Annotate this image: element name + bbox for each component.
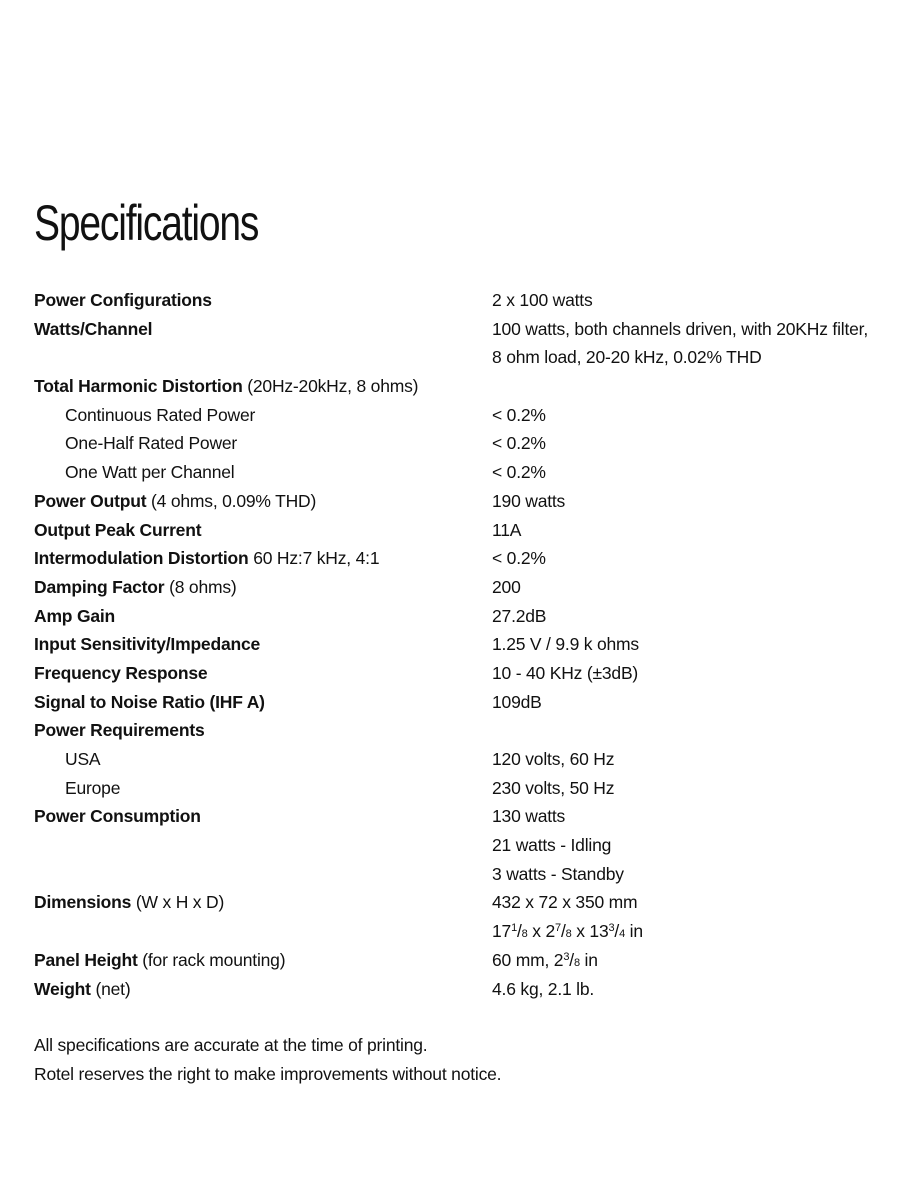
spec-label: Power Configurations (34, 290, 212, 310)
spec-row (34, 745, 894, 774)
footer-notice (34, 1031, 501, 1089)
spec-label: Power Consumption (34, 806, 201, 827)
spec-value: 109dB (492, 691, 542, 712)
spec-row (34, 630, 894, 659)
spec-value: 27.2dB (492, 605, 547, 626)
spec-row (34, 516, 894, 545)
spec-label: Weight (net) (34, 978, 131, 999)
spec-label: Intermodulation Distortion 60 Hz:7 kHz, 4:1 (34, 548, 380, 569)
spec-label: Amp Gain (34, 605, 116, 626)
spec-label: Power Requirements (34, 720, 205, 741)
spec-table (34, 286, 894, 1003)
spec-note: (W x H x D) (135, 892, 225, 913)
spec-value: 21 watts - Idling (492, 835, 612, 856)
spec-sublabel: Europe (65, 777, 121, 798)
spec-label: Total Harmonic Distortion (20Hz-20kHz, 8 ohms) (34, 376, 419, 397)
spec-value: 230 volts, 50 Hz (492, 777, 615, 798)
spec-row (34, 401, 894, 430)
spec-value: < 0.2% (492, 404, 546, 425)
spec-sublabel: USA (65, 749, 101, 769)
spec-sublabel: One-Half Rated Power (65, 433, 238, 454)
spec-value: 190 watts (492, 490, 566, 511)
spec-note: (8 ohms) (169, 576, 237, 597)
footer-line: Rotel reserves the right to make improvements without notice. (34, 1064, 502, 1084)
spec-value (492, 372, 894, 401)
spec-label: Damping Factor (8 ohms) (34, 576, 237, 597)
spec-value: 4.6 kg, 2.1 lb. (492, 978, 595, 999)
footer-line: All specifications are accurate at the time of printing. (34, 1035, 428, 1055)
spec-label (34, 860, 492, 889)
spec-row (34, 831, 894, 860)
spec-value: 120 volts, 60 Hz (492, 749, 615, 769)
spec-note: (for rack mounting) (142, 949, 286, 970)
spec-row (34, 343, 894, 372)
spec-sublabel: Continuous Rated Power (65, 404, 256, 425)
spec-row (34, 315, 894, 344)
spec-label: Frequency Response (34, 662, 208, 683)
spec-note: (20Hz-20kHz, 8 ohms) (247, 376, 419, 397)
spec-sublabel: One Watt per Channel (65, 462, 235, 483)
spec-note: 60 Hz:7 kHz, 4:1 (253, 548, 380, 569)
spec-label: Panel Height (for rack mounting) (34, 949, 286, 970)
spec-row (34, 544, 894, 573)
spec-value: < 0.2% (492, 433, 546, 454)
spec-row (34, 716, 894, 745)
spec-value: 11A (492, 519, 522, 540)
spec-value: 60 mm, $2^3/8$ in (492, 949, 598, 970)
spec-note: (net) (95, 978, 131, 999)
spec-value: 1.25 V / 9.9 k ohms (492, 634, 639, 655)
spec-row (34, 860, 894, 889)
spec-row (34, 774, 894, 803)
spec-value: 2 x 100 watts (492, 290, 593, 310)
spec-value: 130 watts (492, 806, 566, 827)
spec-row (34, 429, 894, 458)
spec-value: 200 (492, 576, 521, 597)
spec-value: 432 x 72 x 350 mm (492, 892, 638, 913)
spec-value: 3 watts - Standby (492, 863, 624, 884)
spec-label: Input Sensitivity/Impedance (34, 634, 261, 655)
spec-value: < 0.2% (492, 548, 546, 569)
spec-label: Dimensions (W x H x D) (34, 892, 225, 913)
spec-value: 10 - 40 KHz (±3dB) (492, 662, 639, 683)
spec-row (34, 573, 894, 602)
spec-row (34, 888, 894, 917)
spec-label: Power Output (4 ohms, 0.09% THD) (34, 490, 317, 511)
spec-label (34, 831, 492, 860)
spec-note: (4 ohms, 0.09% THD) (151, 490, 317, 511)
spec-row (34, 688, 894, 717)
spec-row (34, 917, 894, 946)
spec-label: Output Peak Current (34, 519, 202, 540)
spec-row (34, 286, 894, 315)
spec-row (34, 659, 894, 688)
spec-row (34, 372, 894, 401)
spec-row (34, 975, 894, 1004)
page-title: Specifications (34, 195, 259, 251)
spec-label (34, 343, 492, 372)
spec-row (34, 946, 894, 975)
spec-value: < 0.2% (492, 462, 546, 483)
spec-value: 100 watts, both channels driven, with 20KHz filter, (492, 318, 868, 339)
spec-label (34, 917, 492, 946)
spec-row (34, 487, 894, 516)
spec-row (34, 602, 894, 631)
spec-value: 8 ohm load, 20-20 kHz, 0.02% THD (492, 347, 762, 368)
spec-label: Watts/Channel (34, 318, 153, 339)
spec-row (34, 802, 894, 831)
spec-value (492, 716, 894, 745)
spec-value: $17^1/8$ x $2^7/8$ x $13^3/4$ in (492, 921, 643, 942)
spec-label: Signal to Noise Ratio (IHF A) (34, 691, 265, 712)
spec-row (34, 458, 894, 487)
